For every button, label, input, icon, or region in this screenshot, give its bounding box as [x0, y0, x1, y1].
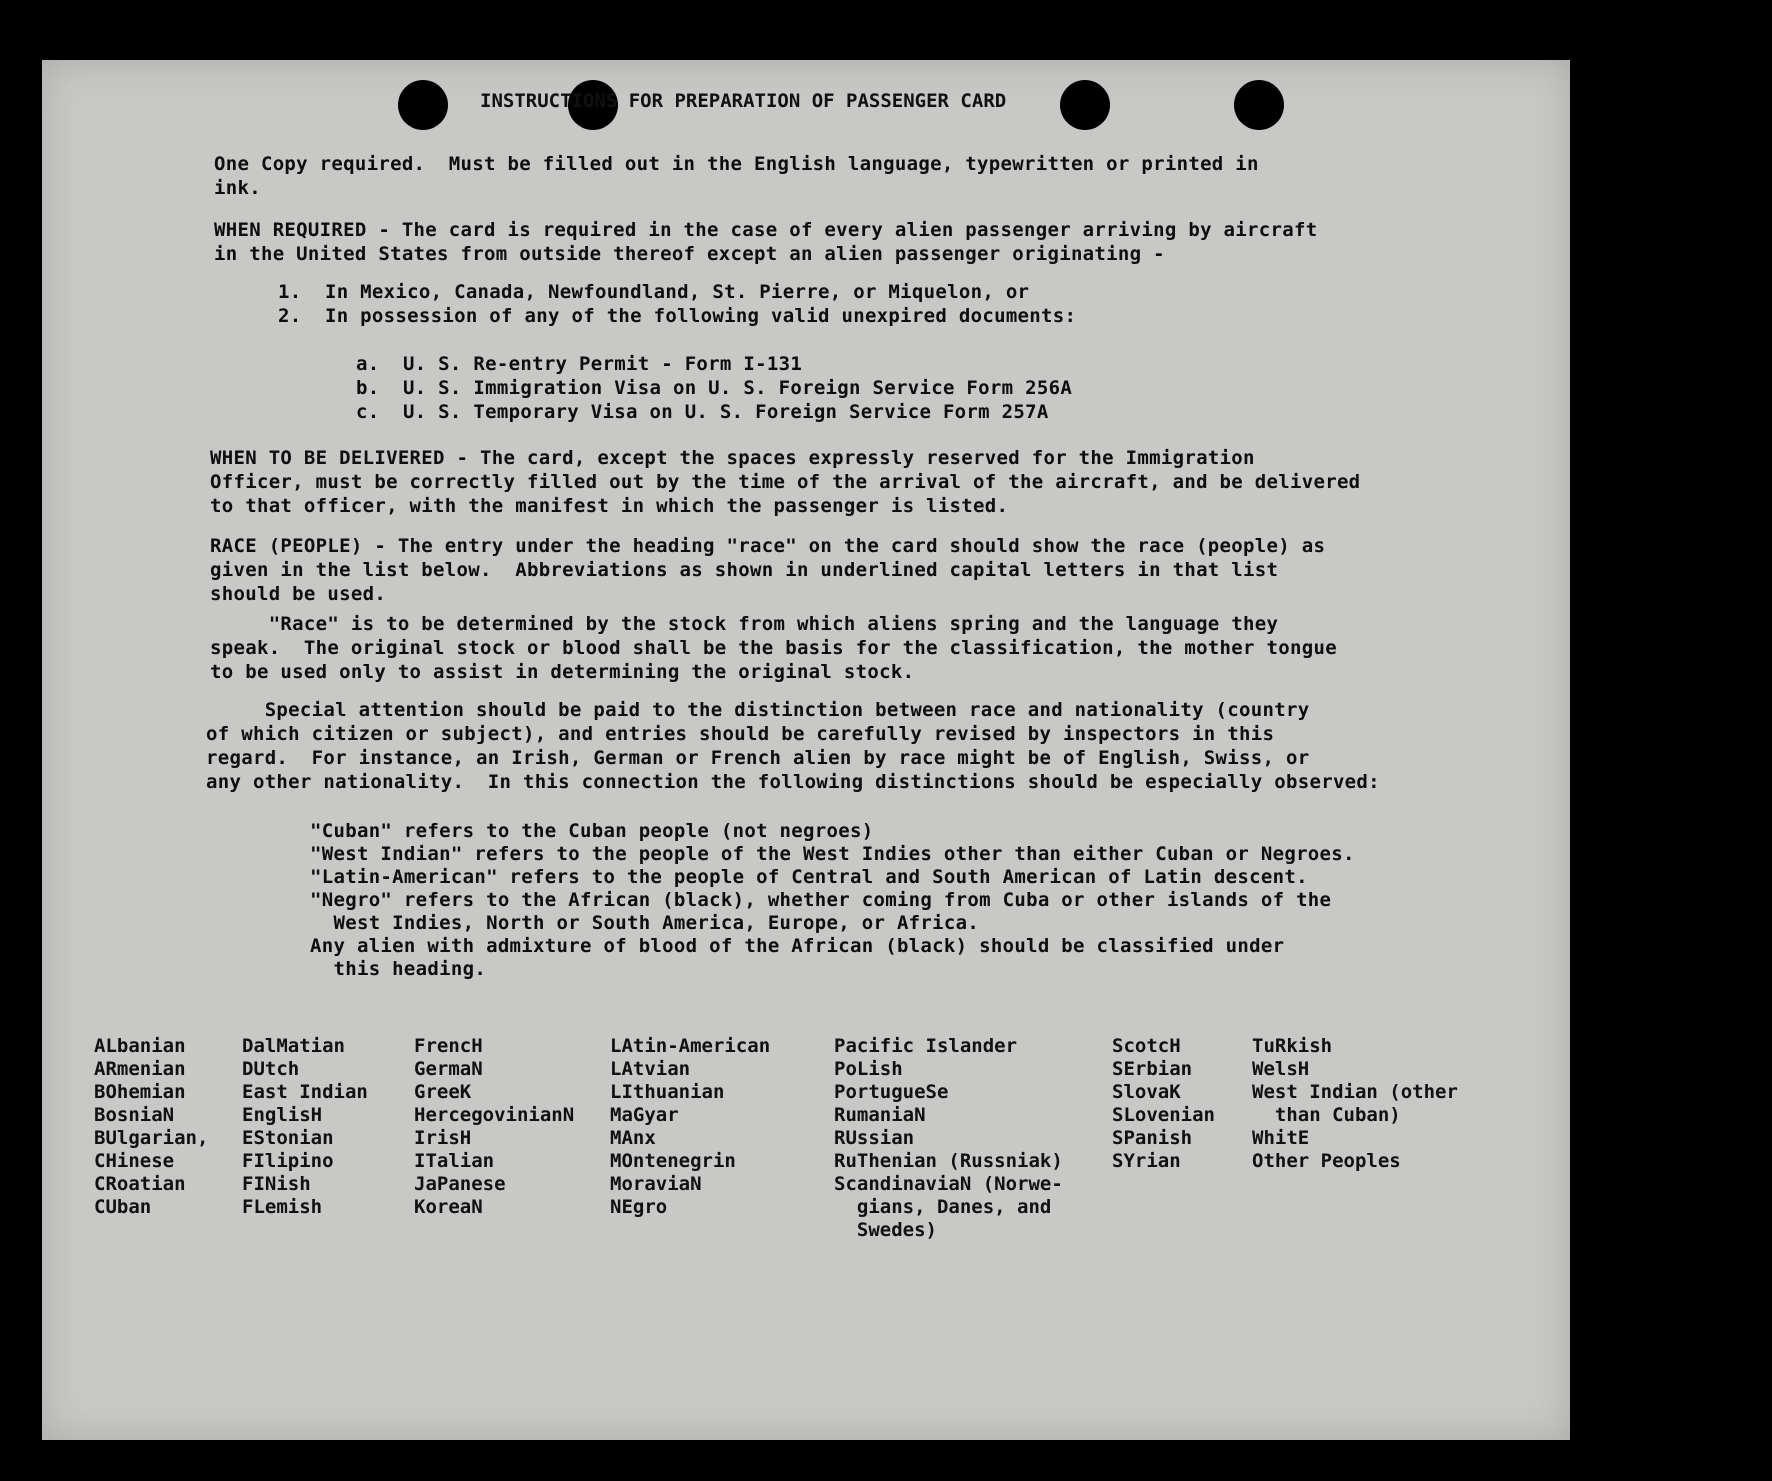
race-item: SLovenian: [1112, 1104, 1215, 1126]
race-item: GermaN: [414, 1058, 483, 1080]
race-item: SErbian: [1112, 1058, 1193, 1080]
race-item: SPanish: [1112, 1127, 1193, 1149]
race-item: LIthuanian: [610, 1081, 725, 1103]
numbered-list: 1. In Mexico, Canada, Newfoundland, St. Pierre, or Miquelon, or 2. In possession of any of the following valid unexpired documents:: [278, 281, 1077, 327]
race-item: ScotcH: [1112, 1035, 1181, 1057]
intro-text: One Copy required. Must be filled out in the English language, typewritten or printed in ink.: [214, 153, 1259, 199]
race-item: LAtin-American: [610, 1035, 771, 1057]
race-item: WhitE: [1252, 1127, 1310, 1149]
race-item: DUtch: [242, 1058, 300, 1080]
race-item: DalMatian: [242, 1035, 345, 1057]
race-item: Pacific Islander: [834, 1035, 1018, 1057]
race-item: CHinese: [94, 1150, 175, 1172]
race-item: SYrian: [1112, 1150, 1181, 1172]
race-item: MOntenegrin: [610, 1150, 736, 1172]
race-column-3: [414, 1035, 574, 1219]
race-item: ScandinaviaN (Norwe-: [834, 1173, 1063, 1195]
race-item: LAtvian: [610, 1058, 691, 1080]
race-item: East Indian: [242, 1081, 368, 1103]
race-people-section: RACE (PEOPLE) - The entry under the heading "race" on the card should show the race (people) as given in the list below. Abbreviations as shown in underlined capital letters in that list should be used.: [210, 535, 1326, 605]
race-item: FIlipino: [242, 1150, 334, 1172]
document-list: a. U. S. Re-entry Permit - Form I-131 b. U. S. Immigration Visa on U. S. Foreign Service Form 256A c. U. S. Temporary Visa on U. S. Foreign Service Form 257A: [356, 353, 1073, 423]
race-item: RuThenian (Russniak): [834, 1150, 1063, 1172]
race-item: EStonian: [242, 1127, 334, 1149]
race-definition: "Race" is to be determined by the stock from which aliens spring and the language they speak. The original stock or blood shall be the basis for the classification, the mother tongue to be used only to assist in determining the original stock.: [210, 613, 1337, 683]
special-attention-section: Special attention should be paid to the distinction between race and nationality (country of which citizen or subject), and entries should be carefully revised by inspectors in this regard. For instance, an Irish, German or French alien by race might be of English, Swiss, or any other nationality. In this connection the following distinctions should be especially observed:: [206, 699, 1380, 793]
race-item: Other Peoples: [1252, 1150, 1401, 1172]
race-item: PortugueSe: [834, 1081, 949, 1103]
race-item: FINish: [242, 1173, 311, 1195]
race-item: RumaniaN: [834, 1104, 926, 1126]
race-item: than Cuban): [1252, 1104, 1401, 1126]
race-column-6: [1112, 1035, 1215, 1173]
race-item: West Indian (other: [1252, 1081, 1458, 1103]
race-item: MoraviaN: [610, 1173, 702, 1195]
race-item: SlovaK: [1112, 1081, 1181, 1103]
race-item: FLemish: [242, 1196, 323, 1218]
race-column-2: [242, 1035, 368, 1219]
distinctions-list: "Cuban" refers to the Cuban people (not negroes) "West Indian" refers to the people of the West Indies other than either Cuban or Negroes. "Latin-American" refers to the people of Central and South American of Latin descent. "Negro" refers to the African (black), whether coming from Cuba or other islands of the West Indies, North or South America, Europe, or Africa. Any alien with admixture of blood of the African (black) should be classified under this heading.: [310, 820, 1355, 980]
race-item: MAnx: [610, 1127, 656, 1149]
race-item: HercegovinianN: [414, 1104, 575, 1126]
race-item: BUlgarian,: [94, 1127, 209, 1149]
when-delivered-section: WHEN TO BE DELIVERED - The card, except the spaces expressly reserved for the Immigration Officer, must be correctly filled out by the time of the arrival of the aircraft, and be delivered to that officer, with the manifest in which the passenger is listed.: [210, 447, 1361, 517]
race-item: ARmenian: [94, 1058, 186, 1080]
race-item: NEgro: [610, 1196, 668, 1218]
race-item: FrencH: [414, 1035, 483, 1057]
race-item: KoreaN: [414, 1196, 483, 1218]
race-item: ALbanian: [94, 1035, 186, 1057]
race-column-5: [834, 1035, 1063, 1242]
race-item: CRoatian: [94, 1173, 186, 1195]
race-item: gians, Danes, and: [834, 1196, 1052, 1218]
punch-hole: [1234, 80, 1284, 130]
race-column-4: [610, 1035, 770, 1219]
race-item: MaGyar: [610, 1104, 679, 1126]
race-item: RUssian: [834, 1127, 915, 1149]
when-required-section: WHEN REQUIRED - The card is required in the case of every alien passenger arriving by aircraft in the United States from outside thereof except an alien passenger originating -: [214, 219, 1318, 265]
race-item: CUban: [94, 1196, 152, 1218]
race-item: BosniaN: [94, 1104, 175, 1126]
race-item: JaPanese: [414, 1173, 506, 1195]
document-page: [42, 60, 1570, 1440]
punch-hole: [1060, 80, 1110, 130]
race-item: WelsH: [1252, 1058, 1310, 1080]
race-item: IrisH: [414, 1127, 472, 1149]
race-item: BOhemian: [94, 1081, 186, 1103]
punch-hole: [398, 80, 448, 130]
race-column-1: [94, 1035, 208, 1219]
race-column-7: [1252, 1035, 1458, 1173]
race-item: PoLish: [834, 1058, 903, 1080]
race-item: TuRkish: [1252, 1035, 1333, 1057]
race-item: ITalian: [414, 1150, 495, 1172]
page-title: INSTRUCTIONS FOR PREPARATION OF PASSENGER CARD: [480, 90, 1007, 112]
race-item: Swedes): [834, 1219, 937, 1241]
race-item: EnglisH: [242, 1104, 323, 1126]
race-item: GreeK: [414, 1081, 472, 1103]
